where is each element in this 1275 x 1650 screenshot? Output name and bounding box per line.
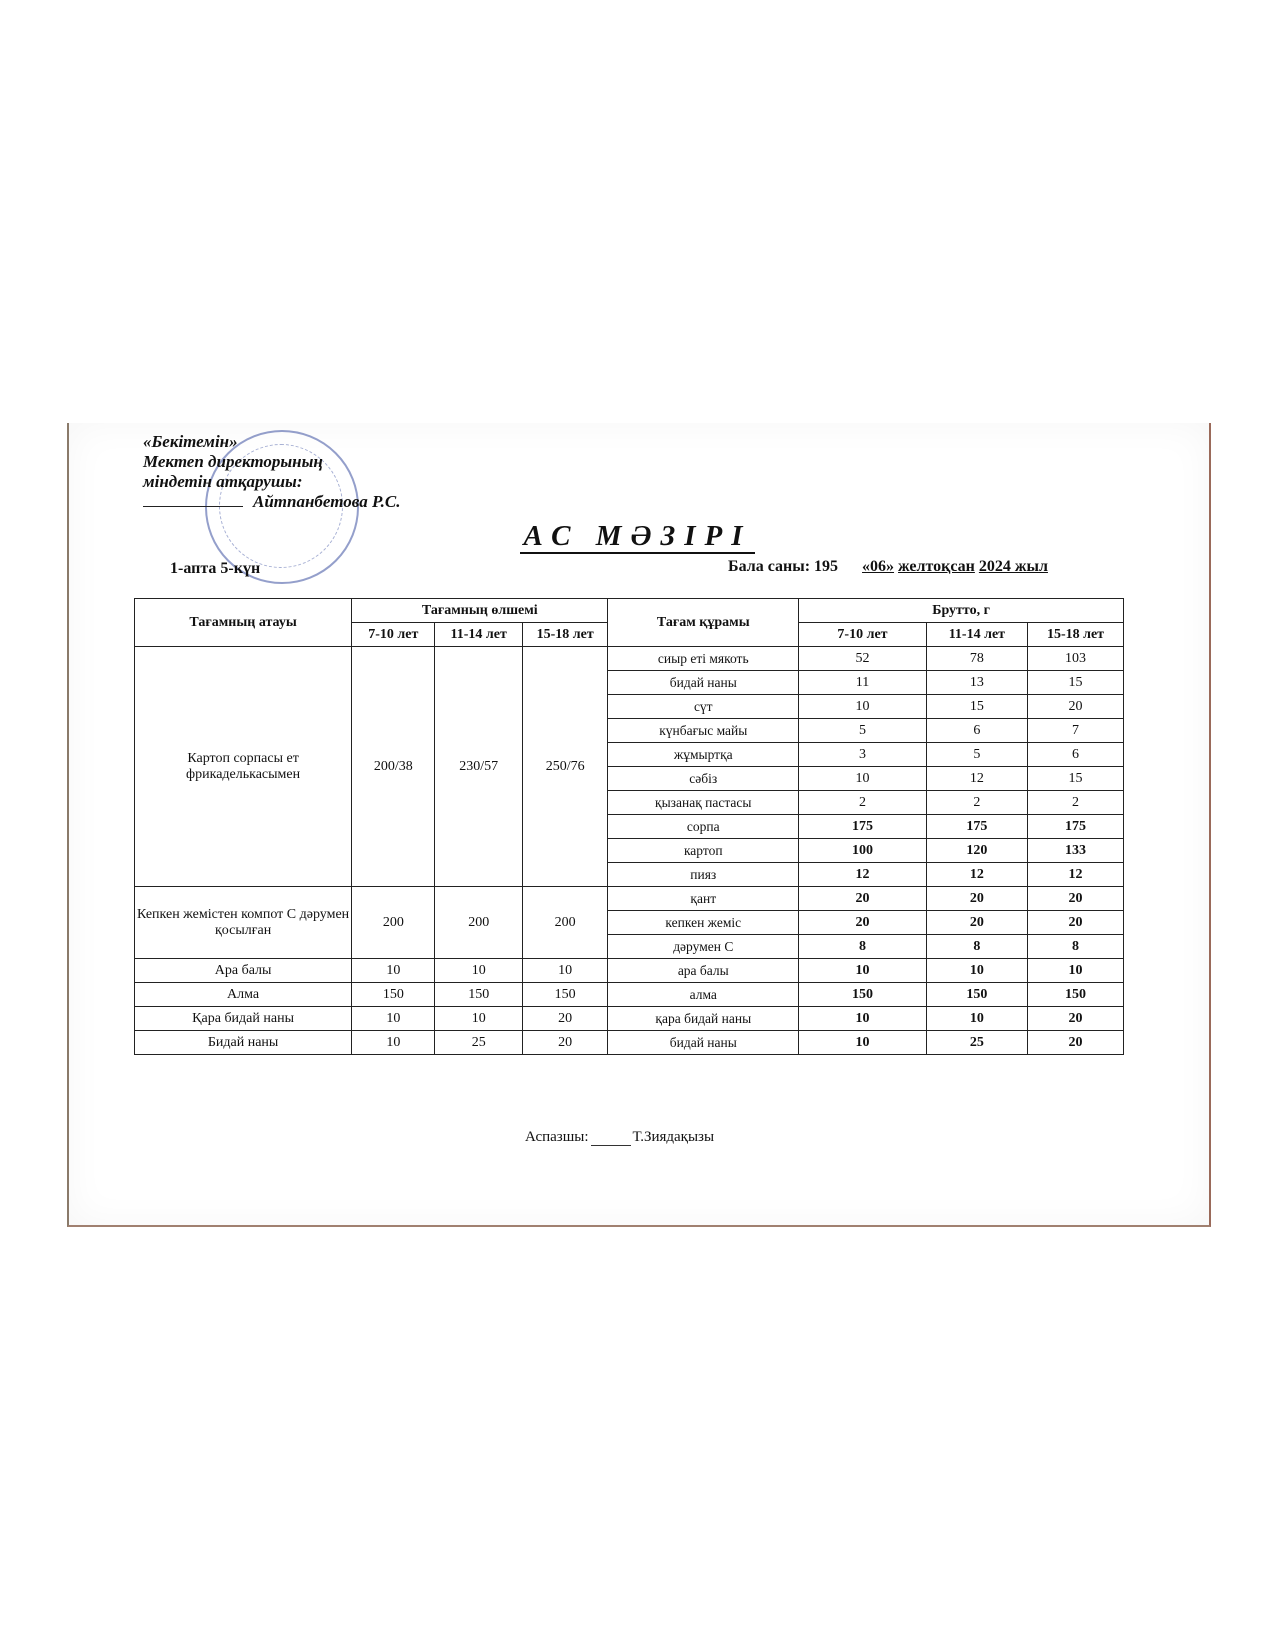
brutto-age1-cell: 10 bbox=[799, 959, 927, 983]
brutto-age1-cell: 150 bbox=[799, 983, 927, 1007]
brutto-age3-cell: 12 bbox=[1027, 863, 1123, 887]
portion-age3-cell: 20 bbox=[522, 1031, 607, 1055]
brutto-age1-cell: 20 bbox=[799, 911, 927, 935]
brutto-age2-cell: 10 bbox=[926, 959, 1027, 983]
portion-age2-cell: 230/57 bbox=[435, 647, 523, 887]
header-brutto: Брутто, г bbox=[799, 599, 1124, 623]
brutto-age1-cell: 175 bbox=[799, 815, 927, 839]
date-day: «06» bbox=[862, 558, 895, 575]
header-brutto-age3: 15-18 лет bbox=[1027, 623, 1123, 647]
brutto-age3-cell: 7 bbox=[1027, 719, 1123, 743]
date-year: 2024 жыл bbox=[978, 558, 1048, 575]
brutto-age1-cell: 10 bbox=[799, 1007, 927, 1031]
portion-age1-cell: 10 bbox=[352, 1007, 435, 1031]
header-composition: Тағам құрамы bbox=[608, 599, 799, 647]
table-row bbox=[135, 1007, 1124, 1031]
portion-age3-cell: 20 bbox=[522, 1007, 607, 1031]
dish-name-cell: Кепкен жемістен компот С дәрумен қосылған bbox=[135, 887, 352, 959]
portion-age2-cell: 10 bbox=[435, 959, 523, 983]
brutto-age2-cell: 6 bbox=[926, 719, 1027, 743]
brutto-age2-cell: 12 bbox=[926, 767, 1027, 791]
brutto-age2-cell: 2 bbox=[926, 791, 1027, 815]
portion-age2-cell: 200 bbox=[435, 887, 523, 959]
portion-age1-cell: 10 bbox=[352, 959, 435, 983]
date-month: желтоқсан bbox=[898, 558, 975, 575]
brutto-age3-cell: 133 bbox=[1027, 839, 1123, 863]
brutto-age2-cell: 25 bbox=[926, 1031, 1027, 1055]
approver-name: Айтпанбетова Р.С. bbox=[253, 492, 401, 511]
brutto-age2-cell: 8 bbox=[926, 935, 1027, 959]
brutto-age3-cell: 20 bbox=[1027, 695, 1123, 719]
approval-line2: Мектеп директорының bbox=[143, 452, 323, 471]
brutto-age1-cell: 8 bbox=[799, 935, 927, 959]
brutto-age2-cell: 13 bbox=[926, 671, 1027, 695]
ingredient-cell: қант bbox=[608, 887, 799, 911]
signature-icon bbox=[591, 1125, 631, 1146]
brutto-age3-cell: 2 bbox=[1027, 791, 1123, 815]
header-portion-age1: 7-10 лет bbox=[352, 623, 435, 647]
portion-age1-cell: 200/38 bbox=[352, 647, 435, 887]
brutto-age2-cell: 20 bbox=[926, 911, 1027, 935]
menu-table bbox=[134, 598, 1124, 1055]
menu-table-body bbox=[135, 647, 1124, 1055]
brutto-age2-cell: 12 bbox=[926, 863, 1027, 887]
brutto-age3-cell: 20 bbox=[1027, 887, 1123, 911]
dish-name-cell: Картоп сорпасы ет фрикаделькасымен bbox=[135, 647, 352, 887]
ingredient-cell: жұмыртқа bbox=[608, 743, 799, 767]
brutto-age3-cell: 20 bbox=[1027, 911, 1123, 935]
portion-age3-cell: 10 bbox=[522, 959, 607, 983]
brutto-age2-cell: 175 bbox=[926, 815, 1027, 839]
approval-line1: «Бекітемін» bbox=[143, 432, 238, 451]
brutto-age3-cell: 8 bbox=[1027, 935, 1123, 959]
header-brutto-age2: 11-14 лет bbox=[926, 623, 1027, 647]
header-dish-name: Тағамның атауы bbox=[135, 599, 352, 647]
portion-age1-cell: 150 bbox=[352, 983, 435, 1007]
table-row bbox=[135, 983, 1124, 1007]
brutto-age2-cell: 10 bbox=[926, 1007, 1027, 1031]
brutto-age1-cell: 3 bbox=[799, 743, 927, 767]
brutto-age3-cell: 15 bbox=[1027, 671, 1123, 695]
brutto-age3-cell: 10 bbox=[1027, 959, 1123, 983]
approval-block bbox=[143, 432, 400, 512]
ingredient-cell: картоп bbox=[608, 839, 799, 863]
portion-age3-cell: 200 bbox=[522, 887, 607, 959]
table-row bbox=[135, 887, 1124, 911]
ingredient-cell: сәбіз bbox=[608, 767, 799, 791]
cook-signature bbox=[525, 1125, 714, 1146]
ingredient-cell: дәрумен С bbox=[608, 935, 799, 959]
ingredient-cell: сиыр еті мякоть bbox=[608, 647, 799, 671]
approval-signature-line bbox=[143, 492, 400, 512]
title-text: АС МӘЗІРІ bbox=[520, 520, 756, 554]
brutto-age1-cell: 2 bbox=[799, 791, 927, 815]
header-brutto-age1: 7-10 лет bbox=[799, 623, 927, 647]
portion-age1-cell: 10 bbox=[352, 1031, 435, 1055]
brutto-age1-cell: 11 bbox=[799, 671, 927, 695]
brutto-age1-cell: 12 bbox=[799, 863, 927, 887]
cook-name: Т.Зиядақызы bbox=[632, 1129, 715, 1145]
ingredient-cell: бидай наны bbox=[608, 671, 799, 695]
ingredient-cell: пияз bbox=[608, 863, 799, 887]
brutto-age3-cell: 20 bbox=[1027, 1007, 1123, 1031]
portion-age3-cell: 150 bbox=[522, 983, 607, 1007]
cook-label: Аспазшы: bbox=[525, 1129, 589, 1145]
portion-age2-cell: 10 bbox=[435, 1007, 523, 1031]
brutto-age2-cell: 150 bbox=[926, 983, 1027, 1007]
brutto-age1-cell: 52 bbox=[799, 647, 927, 671]
ingredient-cell: бидай наны bbox=[608, 1031, 799, 1055]
page-title bbox=[0, 520, 1275, 553]
table-row bbox=[135, 1031, 1124, 1055]
portion-age2-cell: 150 bbox=[435, 983, 523, 1007]
ingredient-cell: сүт bbox=[608, 695, 799, 719]
menu-meta bbox=[728, 558, 1048, 576]
ingredient-cell: күнбағыс майы bbox=[608, 719, 799, 743]
ingredient-cell: алма bbox=[608, 983, 799, 1007]
brutto-age3-cell: 103 bbox=[1027, 647, 1123, 671]
ingredient-cell: кепкен жеміс bbox=[608, 911, 799, 935]
brutto-age3-cell: 175 bbox=[1027, 815, 1123, 839]
header-portion: Тағамның өлшемі bbox=[352, 599, 608, 623]
brutto-age2-cell: 120 bbox=[926, 839, 1027, 863]
table-row bbox=[135, 959, 1124, 983]
dish-name-cell: Ара балы bbox=[135, 959, 352, 983]
table-row bbox=[135, 647, 1124, 671]
brutto-age1-cell: 100 bbox=[799, 839, 927, 863]
brutto-age3-cell: 6 bbox=[1027, 743, 1123, 767]
dish-name-cell: Бидай наны bbox=[135, 1031, 352, 1055]
brutto-age1-cell: 10 bbox=[799, 1031, 927, 1055]
brutto-age1-cell: 20 bbox=[799, 887, 927, 911]
approval-line3: міндетін атқарушы: bbox=[143, 472, 303, 491]
children-count: Бала саны: 195 bbox=[728, 558, 839, 575]
ingredient-cell: қара бидай наны bbox=[608, 1007, 799, 1031]
week-day: 1-апта 5-күн bbox=[170, 560, 261, 577]
brutto-age2-cell: 5 bbox=[926, 743, 1027, 767]
brutto-age3-cell: 20 bbox=[1027, 1031, 1123, 1055]
dish-name-cell: Қара бидай наны bbox=[135, 1007, 352, 1031]
ingredient-cell: сорпа bbox=[608, 815, 799, 839]
brutto-age1-cell: 10 bbox=[799, 767, 927, 791]
header-portion-age3: 15-18 лет bbox=[522, 623, 607, 647]
signature-icon bbox=[143, 506, 243, 507]
brutto-age2-cell: 15 bbox=[926, 695, 1027, 719]
brutto-age2-cell: 20 bbox=[926, 887, 1027, 911]
brutto-age3-cell: 150 bbox=[1027, 983, 1123, 1007]
header-portion-age2: 11-14 лет bbox=[435, 623, 523, 647]
brutto-age1-cell: 5 bbox=[799, 719, 927, 743]
dish-name-cell: Алма bbox=[135, 983, 352, 1007]
ingredient-cell: ара балы bbox=[608, 959, 799, 983]
portion-age1-cell: 200 bbox=[352, 887, 435, 959]
brutto-age3-cell: 15 bbox=[1027, 767, 1123, 791]
brutto-age1-cell: 10 bbox=[799, 695, 927, 719]
ingredient-cell: қызанақ пастасы bbox=[608, 791, 799, 815]
brutto-age2-cell: 78 bbox=[926, 647, 1027, 671]
portion-age3-cell: 250/76 bbox=[522, 647, 607, 887]
portion-age2-cell: 25 bbox=[435, 1031, 523, 1055]
